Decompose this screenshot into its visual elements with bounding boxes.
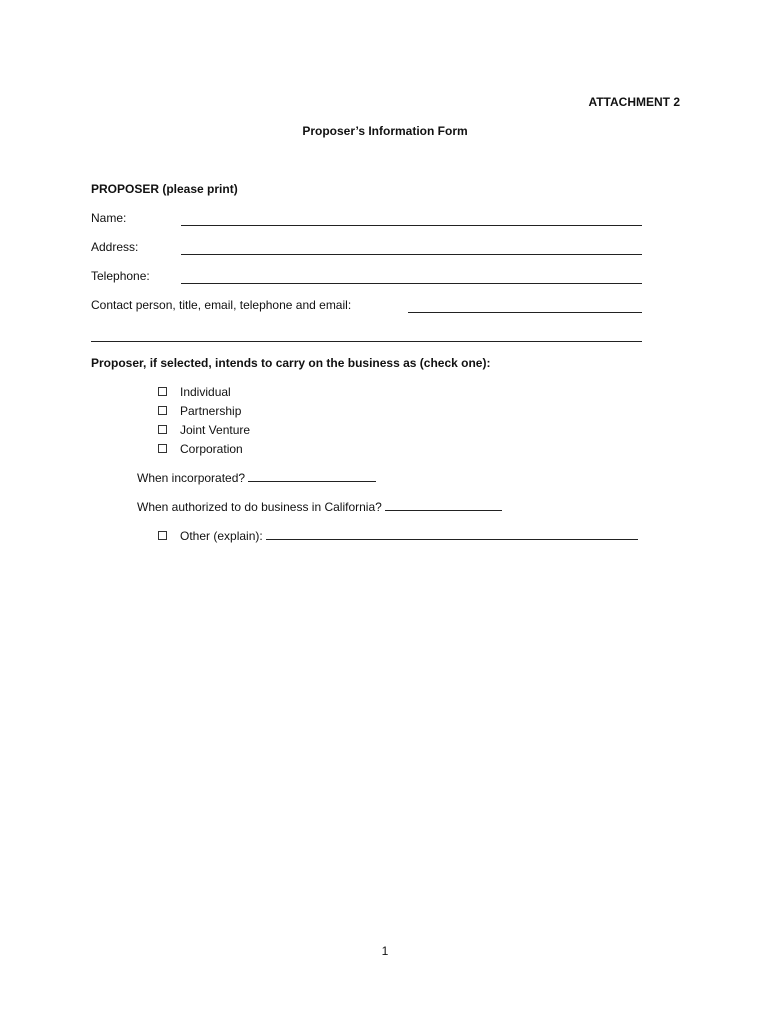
option-label: Joint Venture bbox=[180, 423, 251, 437]
other-label: Other (explain): bbox=[180, 529, 263, 543]
checkbox-icon[interactable] bbox=[158, 444, 167, 453]
name-field-line[interactable] bbox=[181, 225, 642, 226]
option-other[interactable] bbox=[158, 529, 638, 543]
incorporated-row bbox=[137, 471, 376, 485]
option-individual[interactable] bbox=[158, 385, 231, 399]
contact-field-line[interactable] bbox=[408, 312, 642, 313]
checkbox-icon[interactable] bbox=[158, 425, 167, 434]
authorized-field-line[interactable] bbox=[385, 509, 502, 511]
option-corporation[interactable] bbox=[158, 442, 243, 456]
checkbox-icon[interactable] bbox=[158, 531, 167, 540]
form-title: Proposer’s Information Form bbox=[302, 124, 468, 138]
checkbox-icon[interactable] bbox=[158, 387, 167, 396]
authorized-row bbox=[137, 500, 502, 514]
option-label: Individual bbox=[180, 385, 231, 399]
contact-label: Contact person, title, email, telephone and email: bbox=[91, 298, 352, 312]
page-number: 1 bbox=[381, 944, 389, 958]
telephone-label: Telephone: bbox=[91, 269, 150, 283]
name-label: Name: bbox=[91, 211, 127, 225]
telephone-field-line[interactable] bbox=[181, 283, 642, 284]
option-label: Partnership bbox=[180, 404, 242, 418]
business-type-question: Proposer, if selected, intends to carry on the business as (check one): bbox=[91, 356, 491, 370]
option-label: Corporation bbox=[180, 442, 243, 456]
incorporated-field-line[interactable] bbox=[248, 480, 376, 482]
option-partnership[interactable] bbox=[158, 404, 241, 418]
other-field-line[interactable] bbox=[266, 538, 638, 540]
address-label: Address: bbox=[91, 240, 139, 254]
contact-continuation-line[interactable] bbox=[91, 341, 642, 342]
incorporated-label: When incorporated? bbox=[137, 471, 246, 485]
authorized-label: When authorized to do business in California? bbox=[137, 500, 382, 514]
attachment-label: ATTACHMENT 2 bbox=[588, 95, 680, 109]
option-joint-venture[interactable] bbox=[158, 423, 250, 437]
address-field-line[interactable] bbox=[181, 254, 642, 255]
proposer-heading: PROPOSER (please print) bbox=[91, 182, 238, 196]
checkbox-icon[interactable] bbox=[158, 406, 167, 415]
